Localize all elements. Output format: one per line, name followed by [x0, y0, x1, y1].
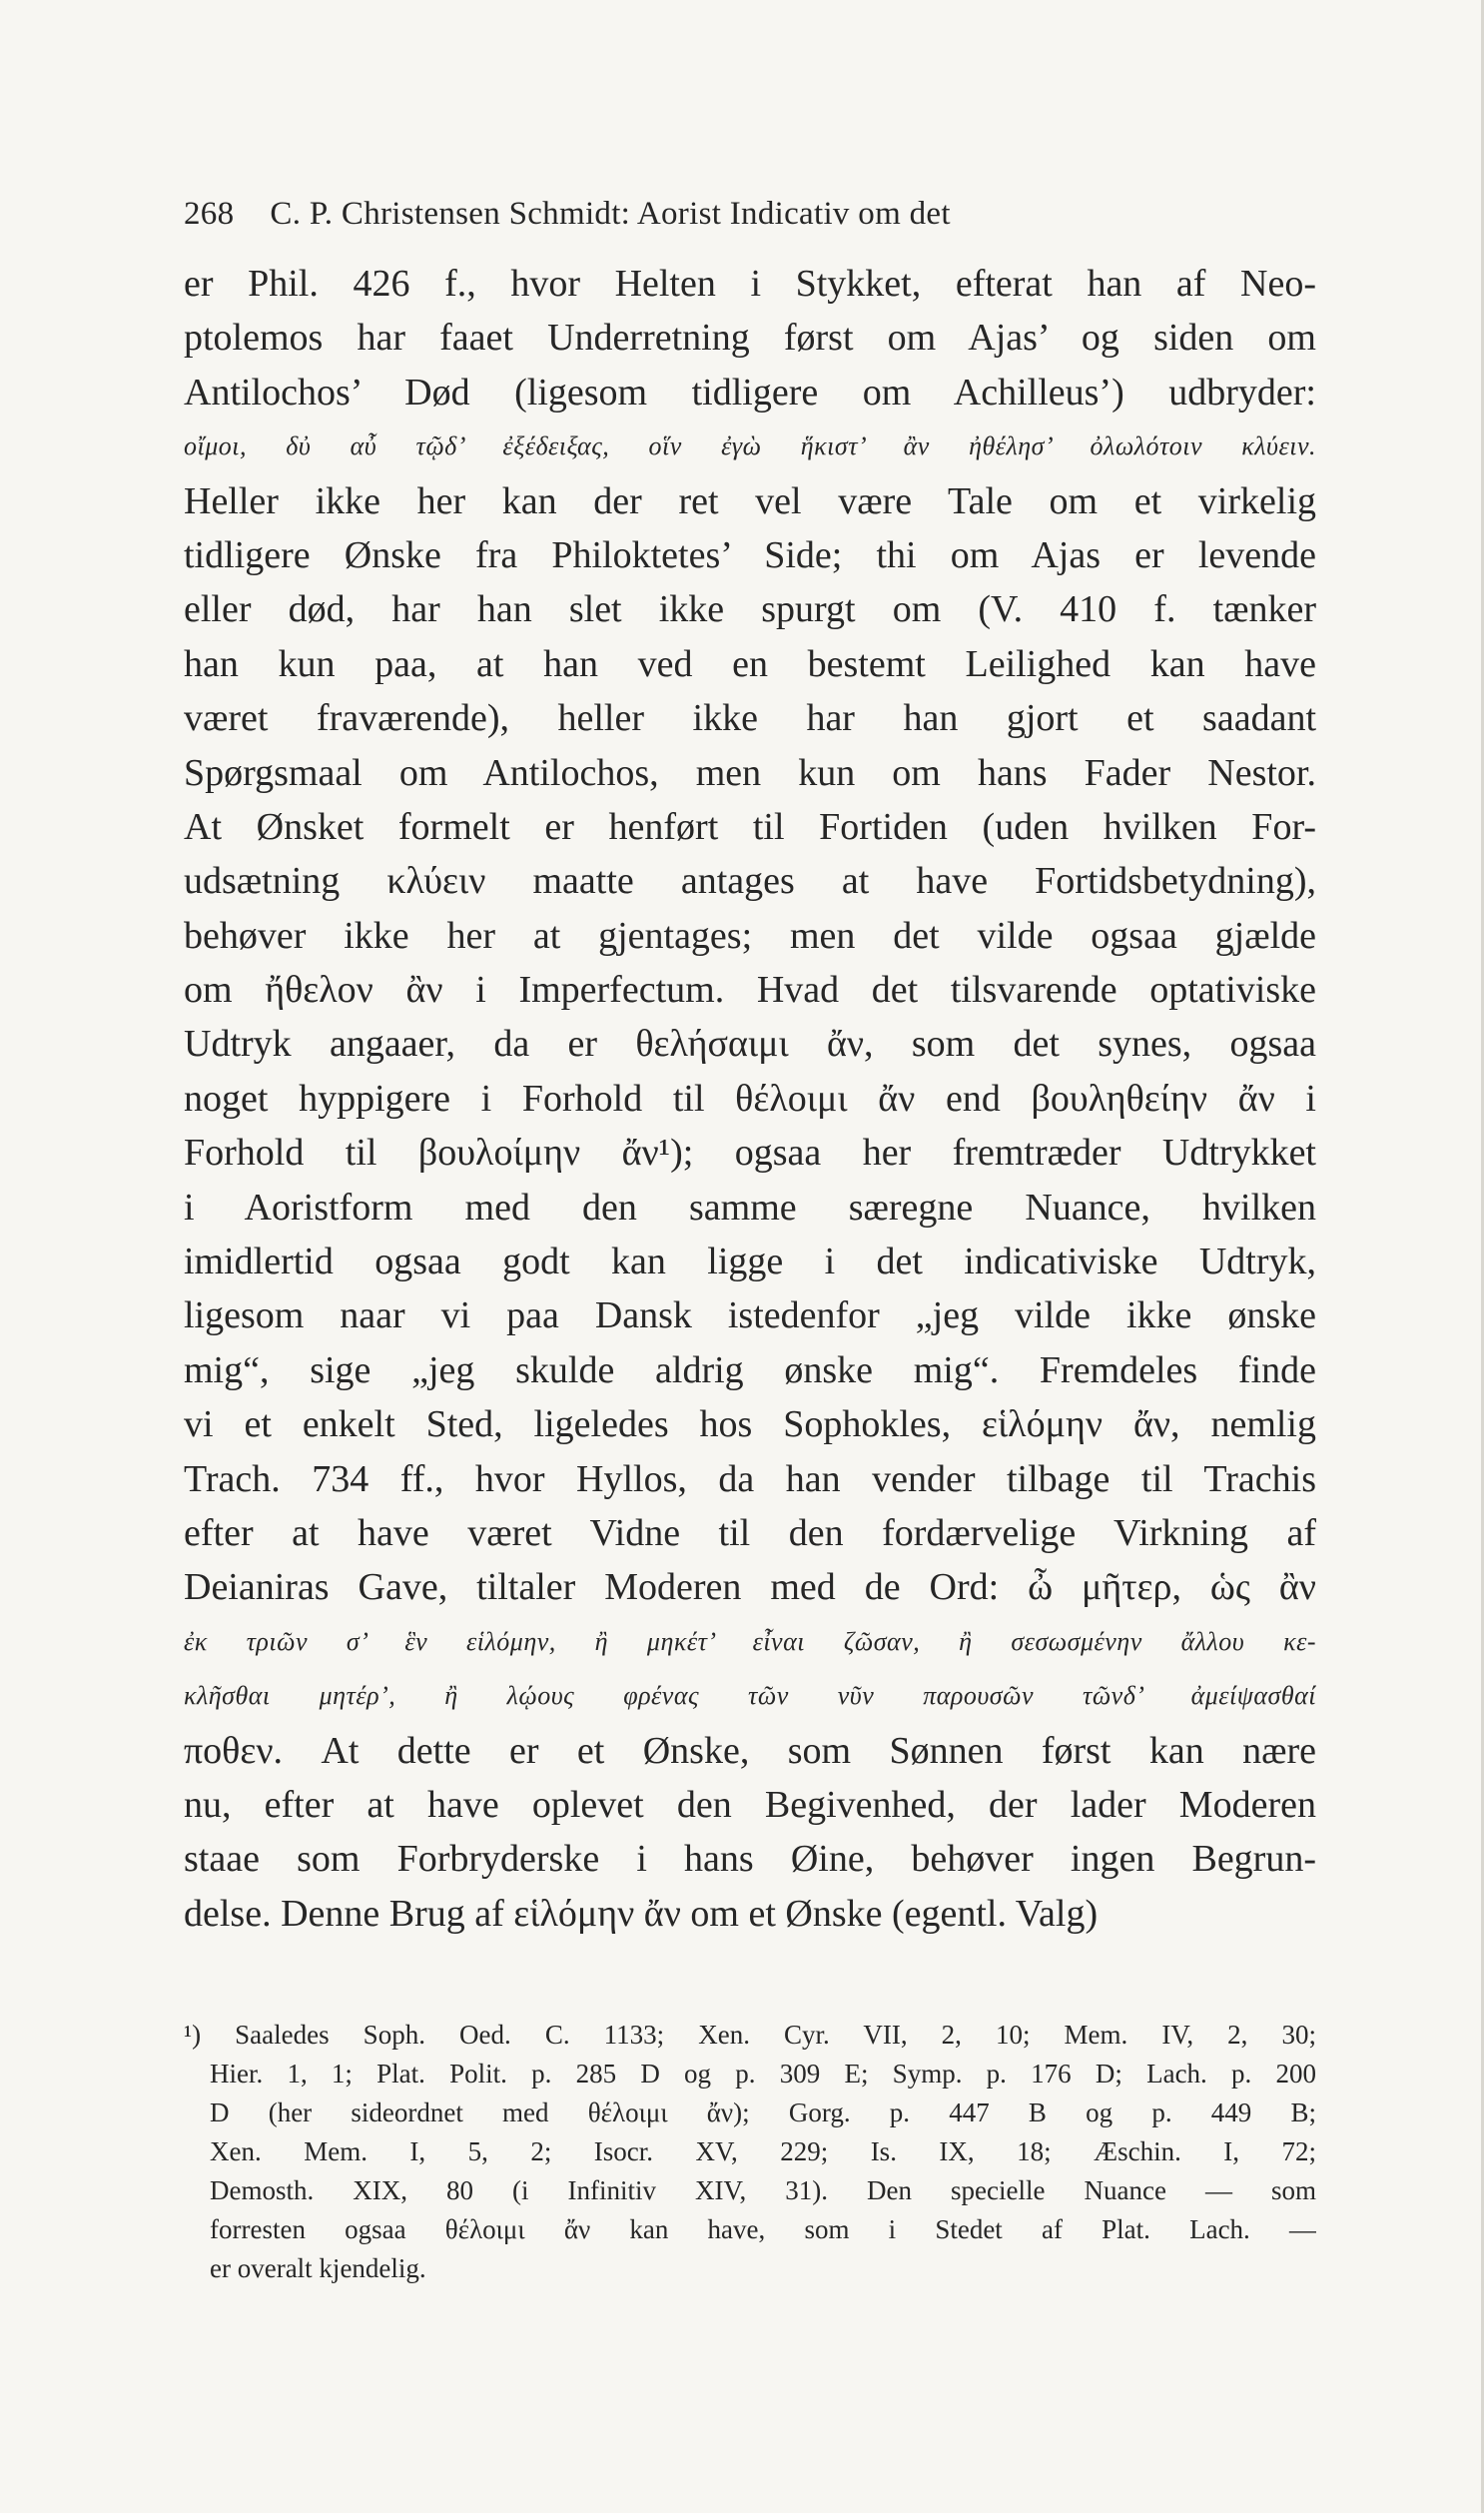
- footnote-line: D (her sideordnet med θέλοιμι ἄν); Gorg. p. 447 B og p. 449 B;: [210, 2097, 1316, 2127]
- greek-quote-line: οἴμοι, δὐ αὖ τῷδ’ ἐξέδειξας, οἵν ἐγὼ ἥκιστ’ ἂν ἠθέλησ’ ὀλωλότοιν κλύειν.: [184, 431, 1316, 461]
- body-line: efter at have været Vidne til den fordærvelige Virkning af: [184, 1511, 1316, 1554]
- body-line: er Phil. 426 f., hvor Helten i Stykket, efterat han af Neo-: [184, 263, 1316, 305]
- footnote-line: Xen. Mem. I, 5, 2; Isocr. XV, 229; Is. IX, 18; Æschin. I, 72;: [210, 2136, 1316, 2166]
- body-line: Deianiras Gave, tiltaler Moderen med de Ord: ὦ μῆτερ, ὡς ἂν: [184, 1566, 1316, 1609]
- body-line: At Ønsket formelt er henført til Fortiden (uden hvilken For-: [184, 805, 1316, 848]
- greek-quote-line: ἐκ τριῶν σ’ ἓν εἱλόμην, ἢ μηκέτ’ εἶναι ζῶσαν, ἢ σεσωσμένην ἄλλου κε-: [184, 1626, 1316, 1656]
- footnotes: [184, 2016, 1316, 2288]
- body-line: Udtryk angaaer, da er θελήσαιμι ἄν, som det synes, ogsaa: [184, 1023, 1316, 1066]
- running-header: [184, 196, 1192, 233]
- body-line: han kun paa, at han ved en bestemt Leilighed kan have: [184, 642, 1316, 685]
- body-line: eller død, har han slet ikke spurgt om (V. 410 f. tænker: [184, 588, 1316, 631]
- footnote-line: Demosth. XIX, 80 (i Infinitiv XIV, 31). Den specielle Nuance — som: [210, 2175, 1316, 2205]
- body-line: Antilochos’ Død (ligesom tidligere om Achilleus’) udbryder:: [184, 371, 1316, 414]
- body-line: staae som Forbryderske i hans Øine, behøver ingen Begrun-: [184, 1838, 1316, 1881]
- footnote-line: er overalt kjendelig.: [210, 2253, 426, 2283]
- body-line: delse. Denne Brug af εἱλόμην ἄν om et Ønske (egentl. Valg): [184, 1892, 1099, 1935]
- body-line: nu, efter at have oplevet den Begivenhed, der lader Moderen: [184, 1783, 1316, 1826]
- body-line: udsætning κλύειν maatte antages at have Fortidsbetydning),: [184, 860, 1316, 903]
- body-line: i Aoristform med den samme særegne Nuance, hvilken: [184, 1186, 1316, 1229]
- body-line: Trach. 734 ff., hvor Hyllos, da han vender tilbage til Trachis: [184, 1457, 1316, 1500]
- footnote-line: forresten ogsaa θέλοιμι ἄν kan have, som i Stedet af Plat. Lach. —: [210, 2214, 1316, 2244]
- body-text: [184, 257, 1316, 1941]
- page-number: 268: [184, 196, 235, 232]
- body-line: behøver ikke her at gjentages; men det vilde ogsaa gjælde: [184, 914, 1316, 957]
- body-line: Forhold til βουλοίμην ἄν¹); ogsaa her fremtræder Udtrykket: [184, 1132, 1316, 1175]
- greek-quote-line: κλῆσθαι μητέρ’, ἢ λῴους φρένας τῶν νῦν παρουσῶν τῶνδ’ ἀμείψασθαί: [184, 1681, 1316, 1711]
- body-line: tidligere Ønske fra Philoktetes’ Side; thi om Ajas er levende: [184, 533, 1316, 576]
- body-line: været fraværende), heller ikke har han gjort et saadant: [184, 697, 1316, 740]
- body-line: imidlertid ogsaa godt kan ligge i det indicativiske Udtryk,: [184, 1241, 1316, 1283]
- body-line: ligesom naar vi paa Dansk istedenfor „jeg vilde ikke ønske: [184, 1294, 1316, 1337]
- footnote-line: ¹) Saaledes Soph. Oed. C. 1133; Xen. Cyr. VII, 2, 10; Mem. IV, 2, 30;: [184, 2020, 1316, 2050]
- body-line: mig“, sige „jeg skulde aldrig ønske mig“. Fremdeles finde: [184, 1348, 1316, 1391]
- body-line: noget hyppigere i Forhold til θέλοιμι ἄν end βουληθείην ἄν i: [184, 1077, 1316, 1120]
- body-line: Spørgsmaal om Antilochos, men kun om hans Fader Nestor.: [184, 751, 1316, 794]
- footnote-line: Hier. 1, 1; Plat. Polit. p. 285 D og p. 309 E; Symp. p. 176 D; Lach. p. 200: [210, 2059, 1316, 2089]
- body-line: Heller ikke her kan der ret vel være Tale om et virkelig: [184, 479, 1316, 522]
- body-line: ptolemos har faaet Underretning først om Ajas’ og siden om: [184, 317, 1316, 360]
- body-line: om ἤθελον ἂν i Imperfectum. Hvad det tilsvarende optativiske: [184, 969, 1316, 1012]
- body-line: vi et enkelt Sted, ligeledes hos Sophokles, εἱλόμην ἄν, nemlig: [184, 1403, 1316, 1446]
- body-line: ποθεν. At dette er et Ønske, som Sønnen først kan nære: [184, 1729, 1316, 1772]
- running-title: C. P. Christensen Schmidt: Aorist Indicativ om det: [270, 196, 951, 232]
